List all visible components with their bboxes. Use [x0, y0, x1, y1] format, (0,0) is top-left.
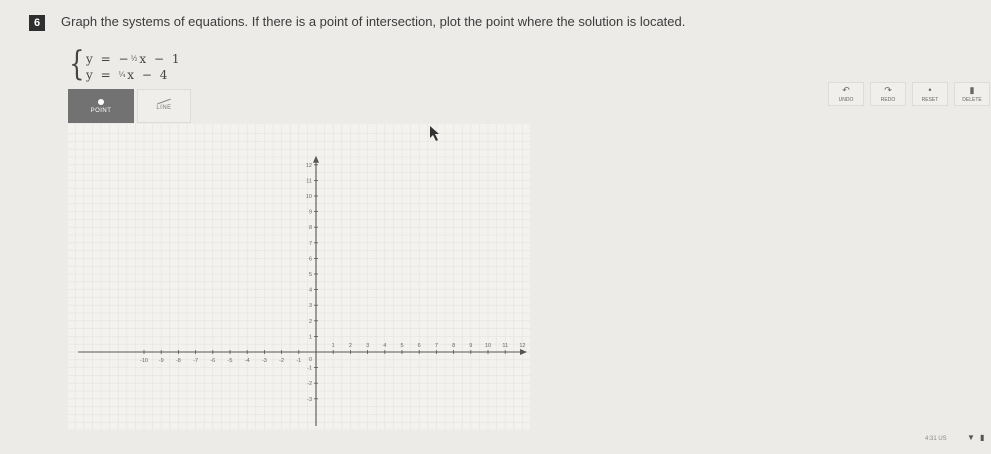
y-tick-label: 11	[306, 178, 312, 185]
battery-icon: ▮	[980, 433, 985, 442]
y-tick-label: -2	[307, 381, 312, 388]
point-tool-label: POINT	[90, 107, 112, 114]
y-tick-label: -3	[307, 396, 312, 403]
action-toolbar	[828, 82, 990, 106]
redo-label: REDO	[880, 96, 896, 103]
x-tick-label: -5	[227, 358, 233, 364]
y-tick-label: 9	[308, 209, 312, 216]
reset-button[interactable]	[912, 82, 948, 106]
y-tick-label: 2	[308, 318, 312, 325]
redo-icon: ↷	[884, 84, 892, 95]
coordinate-grid[interactable]	[68, 124, 530, 430]
y-tick-label: 3	[308, 303, 312, 310]
eq1-rel: =	[100, 52, 113, 66]
equation-1	[86, 52, 181, 66]
x-tick-label: -3	[261, 358, 267, 364]
question-number: 6	[29, 15, 45, 31]
eq2-coef: ¼	[118, 71, 128, 79]
x-tick-label: 6	[417, 343, 421, 349]
undo-label: UNDO	[838, 96, 854, 103]
wifi-icon: ▼	[967, 433, 975, 442]
delete-label: DELETE	[962, 96, 982, 103]
y-tick-label: 8	[308, 225, 312, 232]
x-tick-label: 11	[502, 343, 509, 349]
x-tick-label: -6	[210, 358, 216, 364]
eq2-rel: =	[100, 68, 113, 82]
x-tick-label: -9	[158, 358, 164, 364]
delete-button[interactable]	[954, 82, 990, 106]
x-tick-label: -2	[279, 358, 285, 364]
y-tick-label: 12	[305, 162, 312, 169]
y-tick-label: 4	[308, 287, 312, 294]
x-tick-label: 10	[484, 343, 492, 349]
status-time: 4:31 US	[925, 436, 947, 442]
point-icon	[98, 99, 104, 105]
x-tick-label: -7	[193, 358, 199, 364]
line-icon	[157, 99, 170, 105]
eq2-const: − 4	[141, 68, 170, 82]
x-tick-label: 3	[366, 343, 370, 349]
eq1-const: − 1	[153, 52, 182, 66]
undo-icon: ↶	[842, 84, 850, 95]
brace-icon: {	[69, 44, 85, 84]
x-tick-label: -10	[140, 358, 148, 364]
eq2-lhs: y	[86, 68, 95, 82]
line-tool-button[interactable]	[137, 89, 191, 123]
x-tick-label: 12	[519, 343, 526, 349]
reset-icon: •	[928, 84, 932, 95]
x-tick-label: 8	[452, 343, 456, 349]
question-prompt: Graph the systems of equations. If there is a point of intersection, plot the point where the solution is located.	[61, 14, 686, 29]
undo-button[interactable]	[828, 82, 864, 106]
eq1-sign: −	[118, 52, 131, 66]
eq2-var: x	[127, 68, 137, 82]
eq1-lhs: y	[86, 52, 95, 66]
y-tick-label: 6	[308, 256, 312, 263]
x-tick-label: -8	[175, 358, 181, 364]
x-tick-label: 9	[469, 343, 473, 349]
x-tick-label: 7	[434, 343, 438, 349]
y-tick-label: 5	[308, 272, 312, 278]
eq1-var: x	[139, 52, 149, 66]
x-tick-label: 4	[383, 343, 387, 349]
equation-system	[66, 44, 206, 84]
y-tick-label: 10	[305, 194, 312, 200]
reset-label: RESET	[921, 96, 939, 103]
equation-2	[86, 68, 169, 82]
y-tick-label: 7	[308, 240, 312, 247]
y-tick-label: -1	[307, 365, 312, 372]
graph-area[interactable]	[68, 124, 530, 430]
redo-button[interactable]	[870, 82, 906, 106]
x-tick-label: -4	[244, 358, 250, 364]
x-tick-label: -1	[296, 358, 302, 364]
x-tick-label: 1	[331, 343, 335, 349]
x-tick-label: 5	[400, 343, 404, 349]
eq1-coef: ½	[130, 55, 140, 63]
line-tool-label: LINE	[156, 105, 172, 111]
y-tick-label: 1	[308, 334, 312, 341]
x-tick-label: 2	[348, 343, 352, 349]
delete-icon: ▮	[969, 84, 975, 95]
origin-label: 0	[308, 357, 312, 363]
point-tool-button[interactable]	[68, 89, 134, 123]
